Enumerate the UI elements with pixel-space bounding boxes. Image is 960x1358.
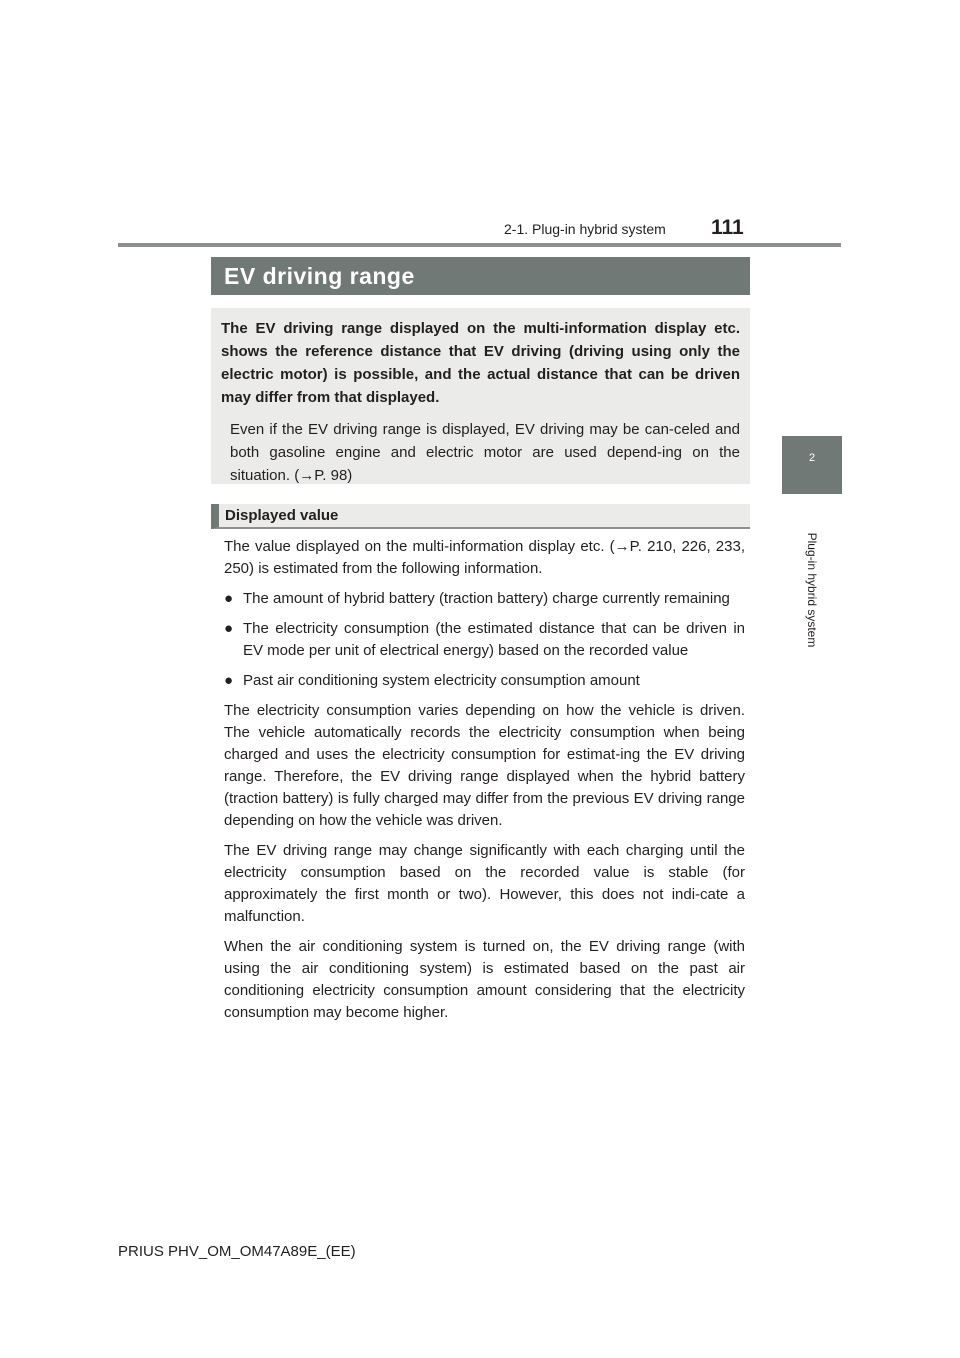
bullet-text: Past air conditioning system electricity consumption amount (243, 672, 640, 689)
bullet-text: The amount of hybrid battery (traction battery) charge currently remaining (243, 590, 730, 607)
chapter-tab-label: Plug-in hybrid system (805, 532, 819, 648)
subheading-bar (211, 504, 750, 529)
bullet-text: The electricity consumption (the estimated distance that can be driven in EV mode per unit of electrical energy) based on the recorded value (243, 620, 745, 659)
page-number: 111 (711, 216, 744, 239)
body-paragraph: When the air conditioning system is turned on, the EV driving range (with using the air conditioning system) is estimated based on the past air conditioning electricity consumption amount considering that the electricity consumption may become higher. (224, 938, 745, 1021)
bullet-icon: ● (224, 590, 234, 607)
intro-note: Even if the EV driving range is displayed, EV driving may be can-celed and both gasoline engine and electric motor are used depend-ing on the situation. (→P. 98) (230, 421, 740, 484)
bullet-item (224, 670, 745, 692)
body-lead: The value displayed on the multi-information display etc. (→P. 210, 226, 233, 250) is estimated from the following information. (224, 538, 745, 577)
body-content (224, 536, 745, 1032)
bullet-icon: ● (224, 620, 234, 637)
bullet-icon: ● (224, 672, 234, 689)
intro-summary: The EV driving range displayed on the multi-information display etc. shows the reference distance that EV driving (driving using only the electric motor) is possible, and the actual distance that can be driven may differ from that displayed. (221, 320, 740, 406)
header-rule (118, 243, 841, 247)
bullet-item (224, 588, 745, 610)
body-paragraph: The electricity consumption varies depending on how the vehicle is driven. The vehicle automatically records the electricity consumption when being charged and uses the electricity consumption for estimat-ing the EV driving range. Therefore, the EV driving range displayed when the hybrid battery (traction battery) is fully charged may differ from the previous EV driving range depending on how the vehicle was driven. (224, 702, 745, 829)
intro-box (211, 308, 750, 484)
subheading-displayed-value: Displayed value (225, 507, 339, 524)
section-title: EV driving range (224, 262, 415, 289)
section-title-bar (211, 257, 750, 295)
chapter-tab (782, 436, 842, 494)
header-section-title: 2-1. Plug-in hybrid system (504, 221, 666, 237)
chapter-tab-number: 2 (808, 452, 816, 464)
body-paragraph: The EV driving range may change significantly with each charging until the electricity consumption based on the recorded value is stable (for approximately the first month or two). However, this does not indi-cate a malfunction. (224, 842, 745, 925)
bullet-item (224, 618, 745, 662)
footer-doc-code: PRIUS PHV_OM_OM47A89E_(EE) (118, 1243, 356, 1260)
